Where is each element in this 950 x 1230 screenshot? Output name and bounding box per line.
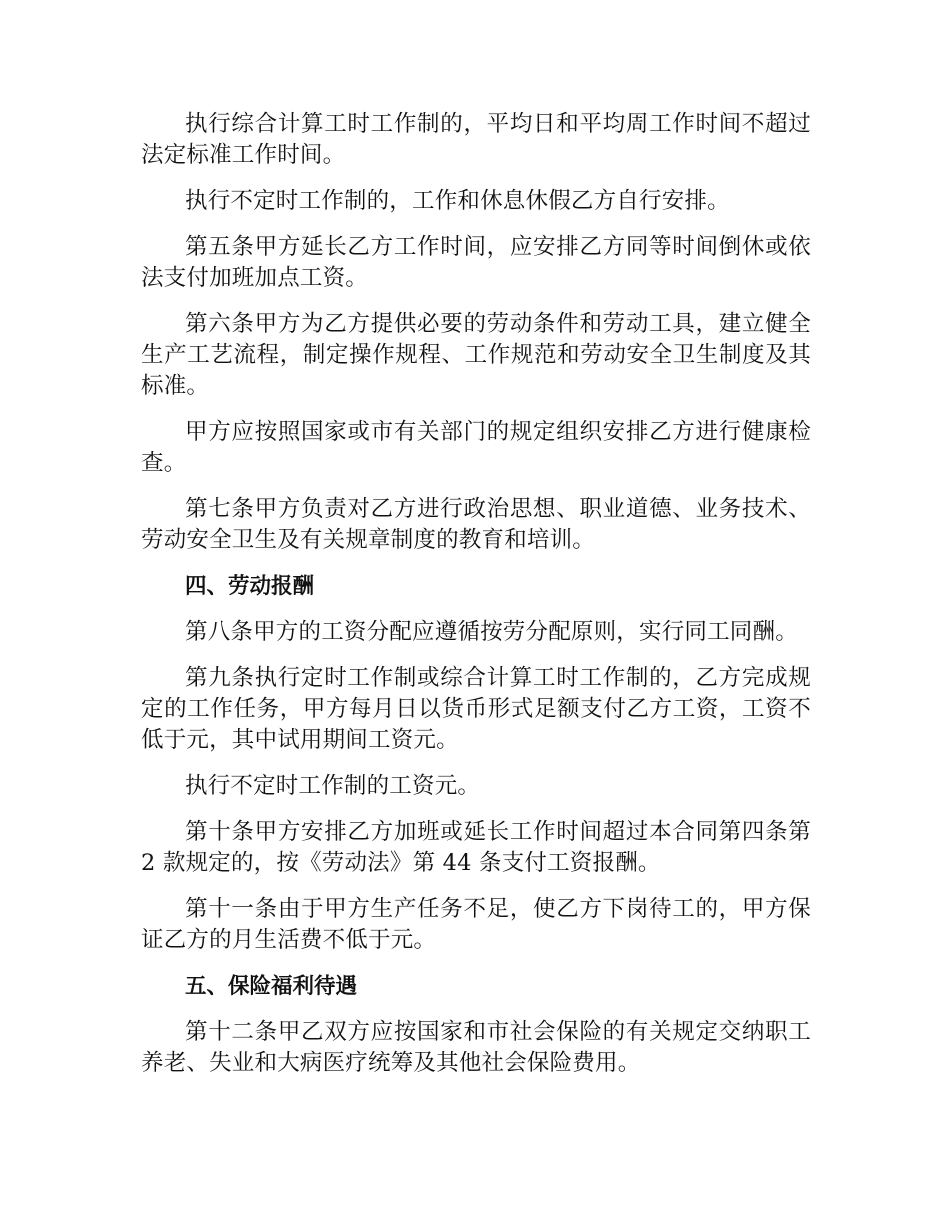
section-heading-remuneration: 四、劳动报酬 <box>185 574 315 599</box>
paragraph-comprehensive-hours: 执行综合计算工时工作制的，平均日和平均周工作时间不超过法定标准工作时间。 <box>141 111 811 168</box>
section-heading-insurance: 五、保险福利待遇 <box>185 974 358 999</box>
paragraph-health-check: 甲方应按照国家或市有关部门的规定组织安排乙方进行健康检查。 <box>141 419 811 476</box>
document-body <box>141 109 811 1094</box>
paragraph-article-5: 第五条甲方延长乙方工作时间，应安排乙方同等时间倒休或依法支付加班加点工资。 <box>141 234 811 291</box>
paragraph-article-11: 第十一条由于甲方生产任务不足，使乙方下岗待工的，甲方保证乙方的月生活费不低于元。 <box>141 896 811 953</box>
paragraph-article-6: 第六条甲方为乙方提供必要的劳动条件和劳动工具，建立健全生产工艺流程，制定操作规程、工作规范和劳动安全卫生制度及其标准。 <box>141 311 811 399</box>
paragraph-article-7: 第七条甲方负责对乙方进行政治思想、职业道德、业务技术、劳动安全卫生及有关规章制度的教育和培训。 <box>141 496 811 553</box>
paragraph-article-8: 第八条甲方的工资分配应遵循按劳分配原则，实行同工同酬。 <box>185 619 798 645</box>
paragraph-flexible-hours: 执行不定时工作制的，工作和休息休假乙方自行安排。 <box>185 188 730 214</box>
paragraph-article-9: 第九条执行定时工作制或综合计算工时工作制的，乙方完成规定的工作任务，甲方每月日以货币形式足额支付乙方工资，工资不低于元，其中试用期间工资元。 <box>141 665 811 753</box>
paragraph-article-10: 第十条甲方安排乙方加班或延长工作时间超过本合同第四条第 2 款规定的，按《劳动法》第 44 条支付工资报酬。 <box>141 819 811 876</box>
paragraph-flexible-wage: 执行不定时工作制的工资元。 <box>185 773 481 799</box>
paragraph-article-12: 第十二条甲乙双方应按国家和市社会保险的有关规定交纳职工养老、失业和大病医疗统筹及其他社会保险费用。 <box>141 1019 811 1076</box>
